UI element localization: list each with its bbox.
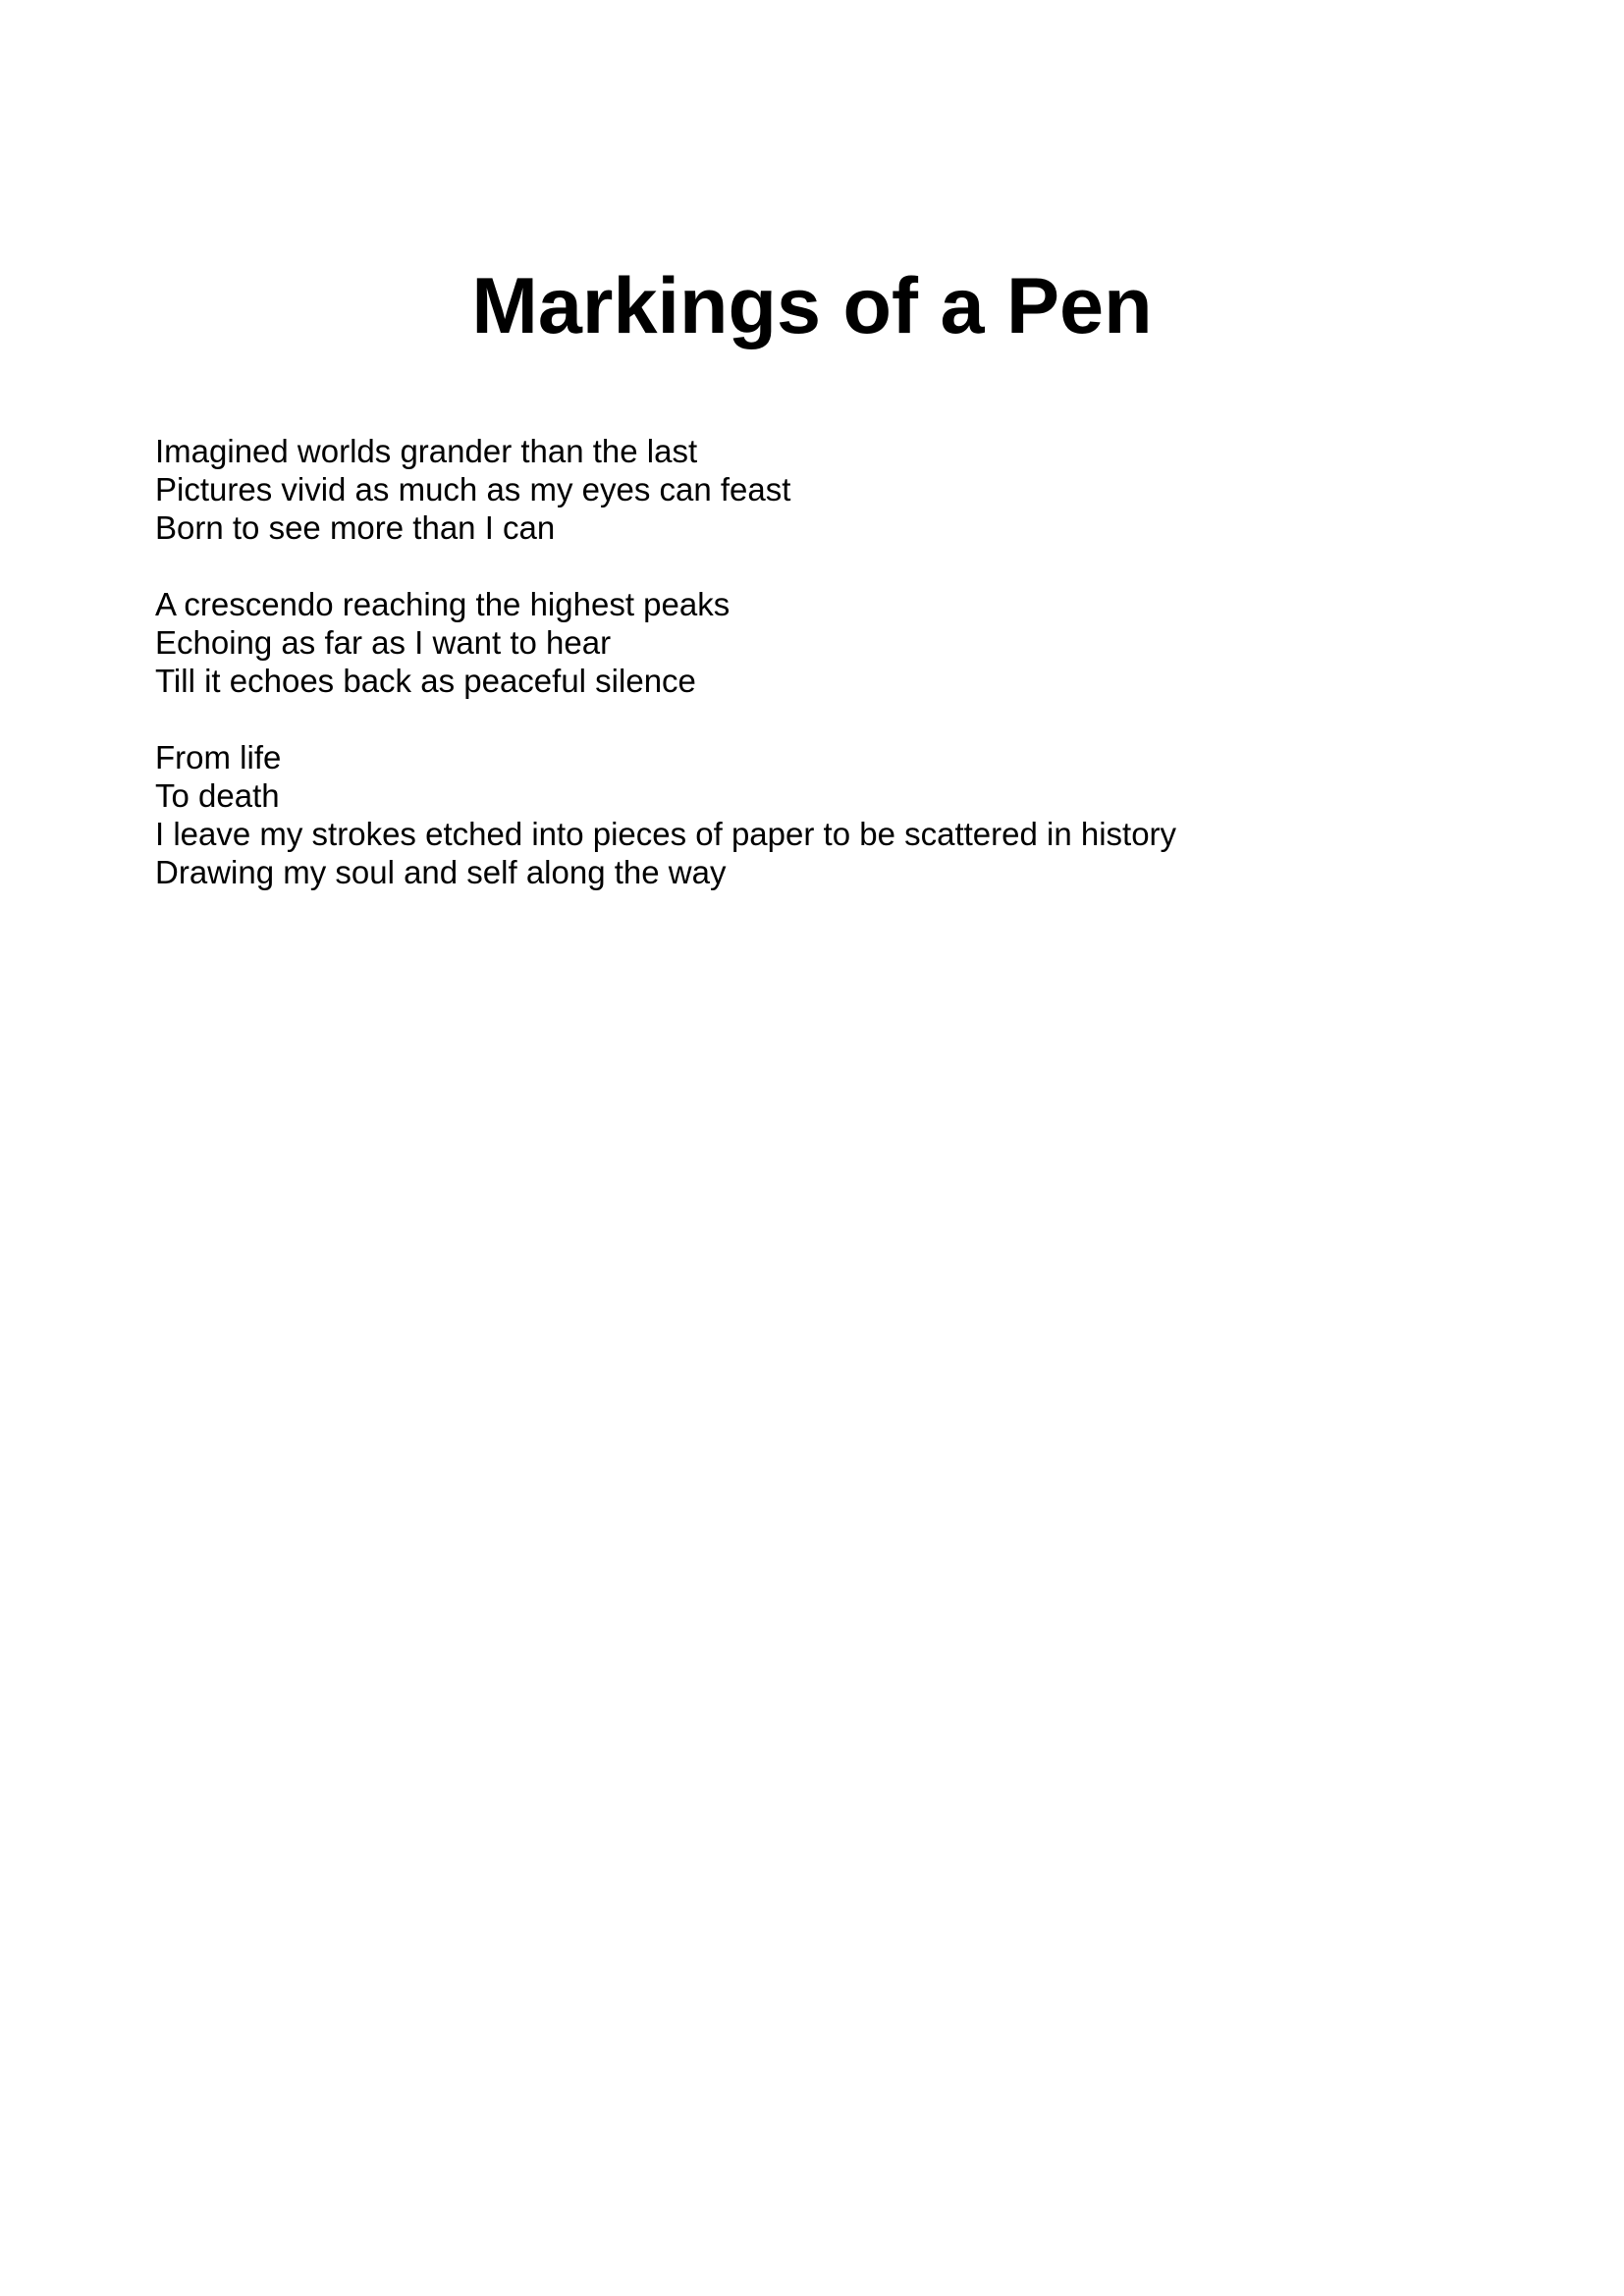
poem-line: I leave my strokes etched into pieces of paper to be scattered in history — [155, 816, 1177, 852]
poem-line: Imagined worlds grander than the last — [155, 433, 698, 469]
poem-line: Echoing as far as I want to hear — [155, 624, 612, 661]
poem-line: Drawing my soul and self along the way — [155, 854, 727, 890]
poem-line: Till it echoes back as peaceful silence — [155, 663, 696, 699]
stanza-2 — [155, 585, 1530, 700]
poem-line: From life — [155, 739, 282, 775]
poem-line: To death — [155, 777, 280, 814]
stanza-1 — [155, 432, 1530, 547]
poem-title: Markings of a Pen — [471, 262, 1153, 350]
poem-line: Born to see more than I can — [155, 509, 556, 546]
poem-line: Pictures vivid as much as my eyes can feast — [155, 471, 791, 507]
stanza-3 — [155, 738, 1530, 891]
poem-body — [155, 432, 1530, 891]
poem-line: A crescendo reaching the highest peaks — [155, 586, 731, 622]
